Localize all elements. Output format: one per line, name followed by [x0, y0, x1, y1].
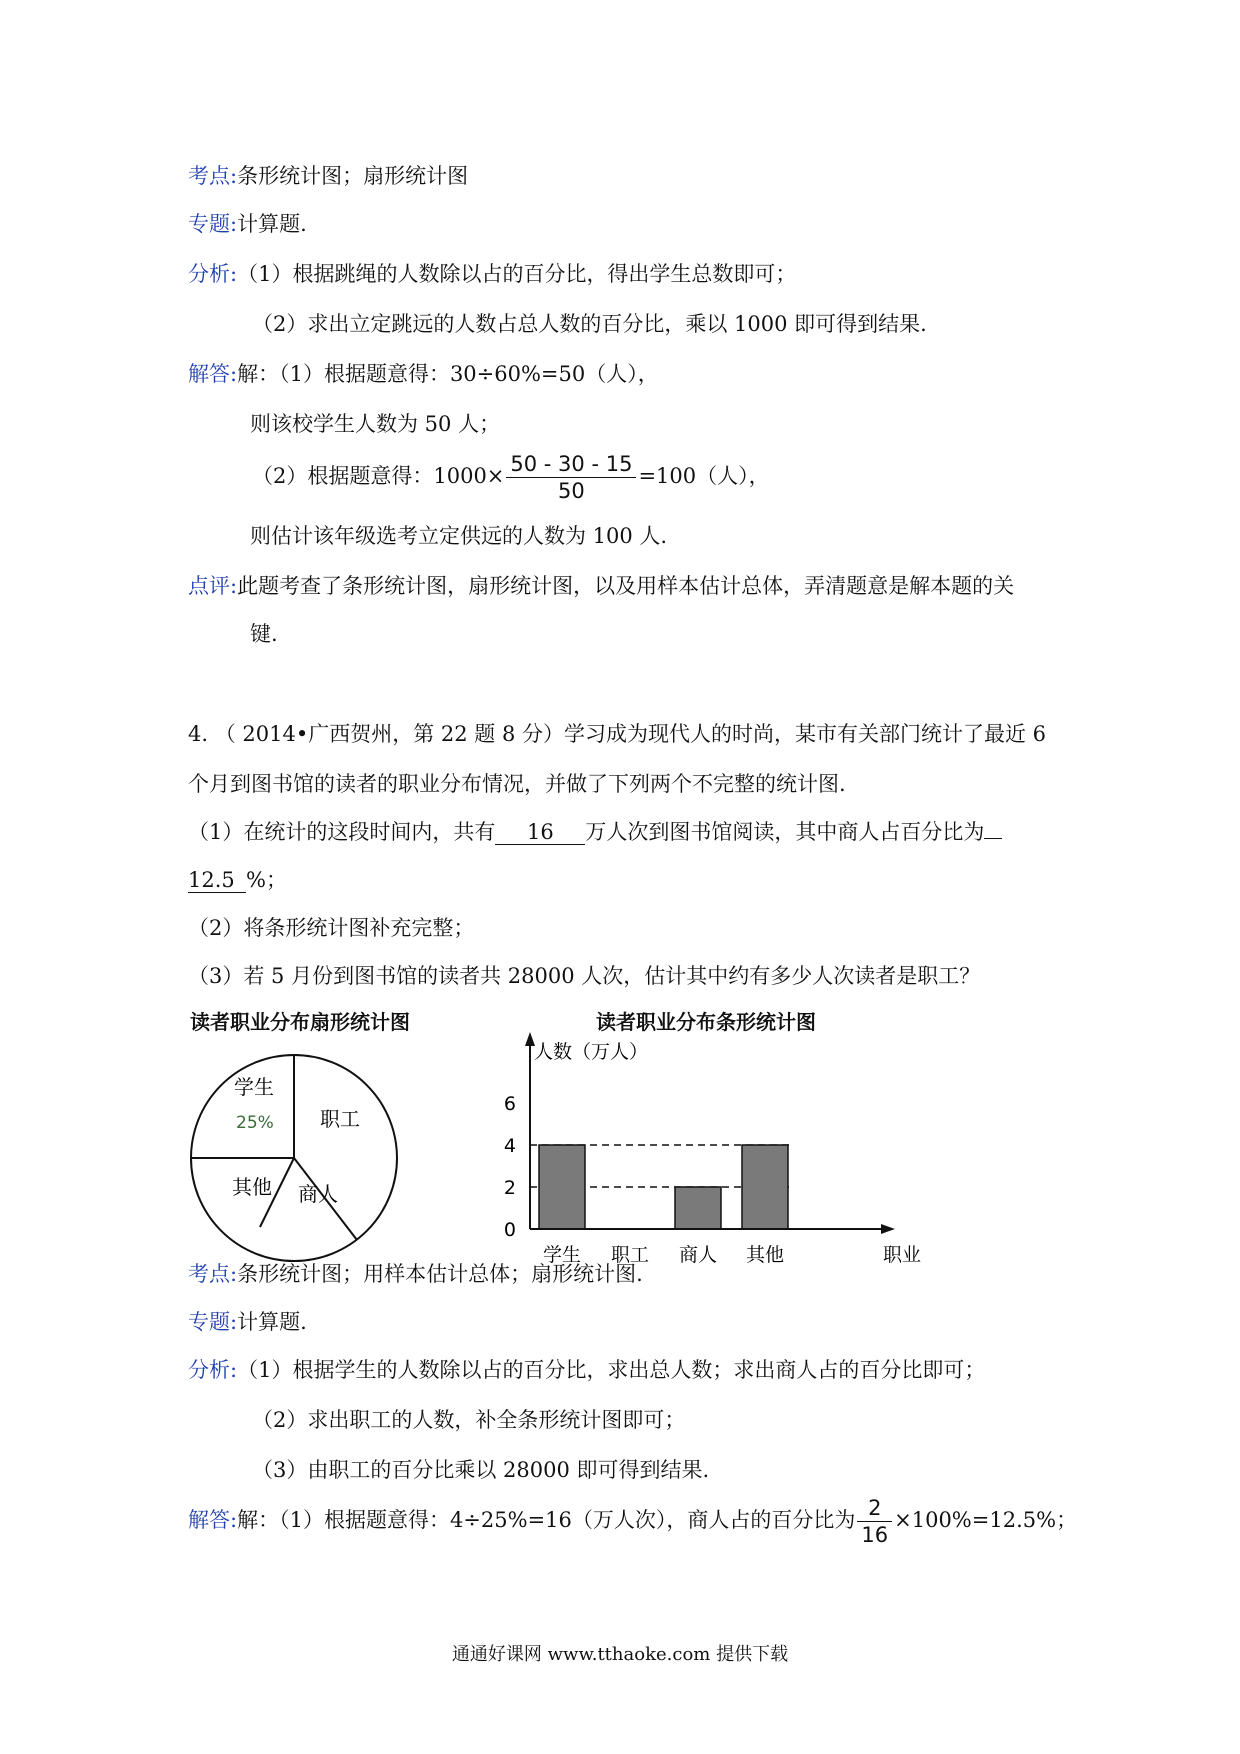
q1-mid: 万人次到图书馆阅读，其中商人占百分比为: [585, 820, 985, 844]
zhuanti-label: 专题:: [188, 212, 238, 236]
jieda-text-3: [252, 450, 770, 504]
problem-4-q1: [188, 818, 1002, 846]
problem-4-q1-cont: [188, 866, 287, 894]
fenxi2-text-3: （3）由职工的百分比乘以 28000 即可得到结果.: [252, 1458, 710, 1482]
jieda2-pre: 解：（1）根据题意得：4÷25%=16（万人次），商人占的百分比为: [237, 1508, 856, 1532]
fenxi2-text-1: （1）根据学生的人数除以占的百分比，求出总人数；求出商人占的百分比即可；: [237, 1358, 986, 1382]
jieda-line-1: [188, 360, 659, 388]
dianping-line-1: [188, 572, 1014, 600]
pie-chart-title: 读者职业分布扇形统计图: [190, 1010, 410, 1034]
fraction-2: [857, 1495, 892, 1548]
pie-label-merchant: 商人: [298, 1182, 338, 1206]
fenxi2-text-2: （2）求出职工的人数，补全条形统计图即可；: [252, 1408, 686, 1432]
fenxi-line-2: [188, 1356, 985, 1384]
jieda-text-4: 则估计该年级选考立定供远的人数为 100 人.: [250, 524, 668, 548]
y-ticks: [504, 1093, 516, 1241]
jieda-label-2: 解答:: [188, 1508, 238, 1532]
zhuanti-line-1: [188, 210, 307, 238]
fraction-2-numerator: 2: [857, 1495, 892, 1522]
pie-label-worker: 职工: [320, 1107, 360, 1131]
y-tick-0: 0: [503, 1219, 516, 1241]
fenxi-text-1: （1）根据跳绳的人数除以占的百分比，得出学生总数即可；: [237, 262, 797, 286]
kaodian-line-1: [188, 162, 468, 190]
x-tick-3: 其他: [745, 1244, 785, 1264]
zhuanti-line-2: [188, 1308, 307, 1336]
dianping-label: 点评:: [188, 574, 238, 598]
bar-0: [539, 1145, 585, 1229]
jieda-text-1: 解：（1）根据题意得：30÷60%=50（人），: [237, 362, 659, 386]
zhuanti-label-2: 专题:: [188, 1310, 238, 1334]
q1-blank-1: 16: [495, 820, 585, 845]
dianping-text-1: 此题考查了条形统计图，扇形统计图，以及用样本估计总体，弄清题意是解本题的关: [237, 574, 1015, 598]
q1-blank-underline: [984, 838, 1002, 839]
y-tick-6: 6: [503, 1093, 516, 1115]
jieda-formula-pre: （2）根据题意得：1000×: [252, 464, 505, 488]
kaodian-line-2: [188, 1260, 643, 1288]
bar-chart-title: 读者职业分布条形统计图: [596, 1010, 816, 1034]
pie-label-student: 学生: [234, 1075, 274, 1099]
bar-chart: [490, 1024, 950, 1264]
y-tick-4: 4: [503, 1135, 516, 1157]
jieda-label: 解答:: [188, 362, 238, 386]
jieda-text-2: 则该校学生人数为 50 人；: [250, 412, 501, 436]
kaodian-label-2: 考点:: [188, 1262, 238, 1286]
zhuanti-text: 计算题.: [237, 212, 307, 236]
q1-pre: （1）在统计的这段时间内，共有: [188, 820, 496, 844]
x-tick-1: 职工: [610, 1244, 650, 1264]
pie-label-student-pct: 25%: [236, 1113, 274, 1133]
y-axis-label: 人数（万人）: [534, 1041, 649, 1063]
q1-post: %；: [246, 868, 287, 892]
dianping-text-2: 键.: [250, 622, 278, 646]
problem-4-line-1: 4. （ 2014•广西贺州，第 22 题 8 分）学习成为现代人的时尚，某市有关部门统计了最近 6: [188, 722, 1047, 746]
x-axis-label: 职业: [883, 1244, 922, 1264]
fenxi-label: 分析:: [188, 262, 238, 286]
pie-label-other: 其他: [232, 1175, 272, 1199]
x-tick-0: 学生: [542, 1244, 582, 1264]
problem-4-line-2: 个月到图书馆的读者的职业分布情况，并做了下列两个不完整的统计图.: [188, 772, 846, 796]
jieda-formula-post: =100（人），: [638, 464, 770, 488]
fraction-1-numerator: 50 - 30 - 15: [506, 451, 636, 478]
bar-3: [742, 1145, 788, 1229]
kaodian-label: 考点:: [188, 164, 238, 188]
fenxi-line-1: [188, 260, 796, 288]
fraction-1: [506, 451, 636, 504]
q1-blank-2: 12.5: [188, 868, 246, 893]
kaodian-text: 条形统计图；扇形统计图: [237, 164, 469, 188]
zhuanti-text-2: 计算题.: [237, 1310, 307, 1334]
fenxi-text-2: （2）求出立定跳远的人数占总人数的百分比，乘以 1000 即可得到结果.: [252, 312, 927, 336]
fraction-1-denominator: 50: [558, 479, 585, 503]
pie-chart: [190, 1036, 450, 1276]
jieda2-post: ×100%=12.5%；: [894, 1508, 1078, 1532]
y-tick-2: 2: [503, 1177, 516, 1199]
problem-4-q3: （3）若 5 月份到图书馆的读者共 28000 人次，估计其中约有多少人次读者是职工？: [188, 964, 981, 988]
page-footer: 通通好课网 www.tthaoke.com 提供下载: [451, 1644, 789, 1665]
bar-2: [675, 1187, 721, 1229]
x-axis-arrow: [881, 1224, 895, 1234]
kaodian-text-2: 条形统计图；用样本估计总体；扇形统计图.: [237, 1262, 643, 1286]
fraction-2-denominator: 16: [861, 1523, 889, 1547]
fenxi-label-2: 分析:: [188, 1358, 238, 1382]
jieda-line-2: [188, 1494, 1077, 1548]
x-tick-2: 商人: [678, 1244, 718, 1264]
problem-4-q2: （2）将条形统计图补充完整；: [188, 916, 475, 940]
